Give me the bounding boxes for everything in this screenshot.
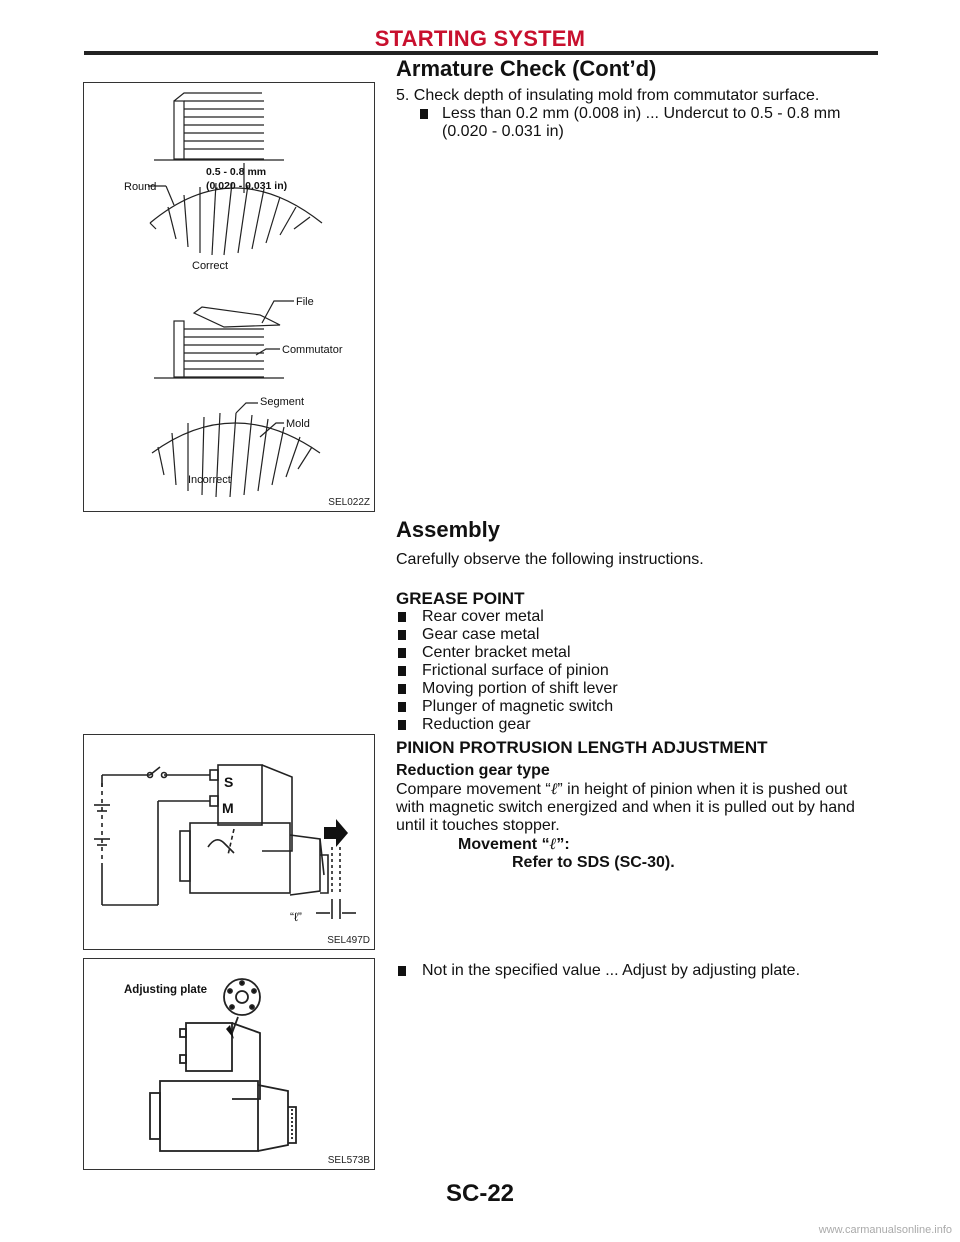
ell-dimension-label: “ℓ” <box>290 910 302 924</box>
adjusting-plate-label: Adjusting plate <box>124 984 208 996</box>
figure-code: SEL022Z <box>328 497 370 508</box>
ell-symbol: ℓ <box>550 779 558 798</box>
pinion-para-text: Compare movement “ <box>396 781 551 798</box>
depth-mm-label: 0.5 - 0.8 mm <box>206 166 267 178</box>
grease-item: Frictional surface of pinion <box>396 662 876 680</box>
m-terminal-label: M <box>222 800 234 816</box>
pinion-para-line3: until it touches stopper. <box>396 817 560 834</box>
figure-code: SEL497D <box>327 935 370 946</box>
pinion-para-text: ” in height of pinion when it is pushed out <box>557 781 848 798</box>
reduction-gear-subtitle: Reduction gear type <box>396 762 550 779</box>
header-rule <box>84 51 878 55</box>
grease-item: Gear case metal <box>396 626 876 644</box>
grease-item: Moving portion of shift lever <box>396 680 876 698</box>
grease-item: Center bracket metal <box>396 644 876 662</box>
armature-step5 <box>396 87 886 141</box>
commutator-label: Commutator <box>282 344 343 356</box>
commutator-diagram <box>84 83 374 511</box>
movement-label: Movement “ <box>458 836 550 853</box>
movement-label: ”: <box>556 836 570 853</box>
pinion-instructions <box>396 780 886 872</box>
undercut-bullet-line2: (0.020 - 0.031 in) <box>442 123 564 140</box>
figure-code: SEL573B <box>327 1155 370 1166</box>
incorrect-label: Incorrect <box>188 474 231 486</box>
correct-label: Correct <box>192 260 229 272</box>
figure-pinion-protrusion <box>83 734 375 950</box>
system-title: STARTING SYSTEM <box>374 26 586 51</box>
page-number: SC-22 <box>445 1180 515 1207</box>
pinion-para-line2: with magnetic switch energized and when it is pulled out by hand <box>396 799 855 816</box>
s-terminal-label: S <box>224 774 234 790</box>
pinion-para-line1 <box>396 780 886 799</box>
adjusting-plate-instruction <box>396 962 886 980</box>
mold-label: Mold <box>286 418 310 430</box>
undercut-bullet-line1: Less than 0.2 mm (0.008 in) ... Undercut to 0.5 - 0.8 mm <box>442 105 841 122</box>
grease-point-list <box>396 608 876 734</box>
adjust-bullet: Not in the specified value ... Adjust by adjusting plate. <box>396 962 886 980</box>
movement-spec <box>396 835 886 854</box>
section-title: Armature Check (Cont’d) <box>396 56 657 81</box>
grease-item: Plunger of magnetic switch <box>396 698 876 716</box>
pinion-adjustment-title: PINION PROTRUSION LENGTH ADJUSTMENT <box>396 738 768 757</box>
adjusting-plate-diagram <box>84 959 374 1169</box>
step5-text: 5. Check depth of insulating mold from commutator surface. <box>396 87 820 104</box>
sds-reference: Refer to SDS (SC-30). <box>512 854 675 871</box>
assembly-title: Assembly <box>396 517 500 542</box>
grease-item: Rear cover metal <box>396 608 876 626</box>
file-label: File <box>296 296 314 308</box>
assembly-intro: Carefully observe the following instructions. <box>396 551 704 568</box>
watermark: www.carmanualsonline.info <box>818 1224 952 1236</box>
grease-point-title: GREASE POINT <box>396 589 525 608</box>
push-arrow-icon <box>324 819 348 847</box>
segment-label: Segment <box>260 396 305 408</box>
figure-commutator-undercut <box>83 82 375 512</box>
grease-item: Reduction gear <box>396 716 876 734</box>
depth-in-label: (0.020 - 0.031 in) <box>206 180 288 192</box>
round-label: Round <box>124 181 157 193</box>
ell-symbol: ℓ <box>549 834 557 853</box>
figure-adjusting-plate <box>83 958 375 1170</box>
undercut-bullet <box>418 105 886 141</box>
pinion-circuit-diagram <box>84 735 374 949</box>
